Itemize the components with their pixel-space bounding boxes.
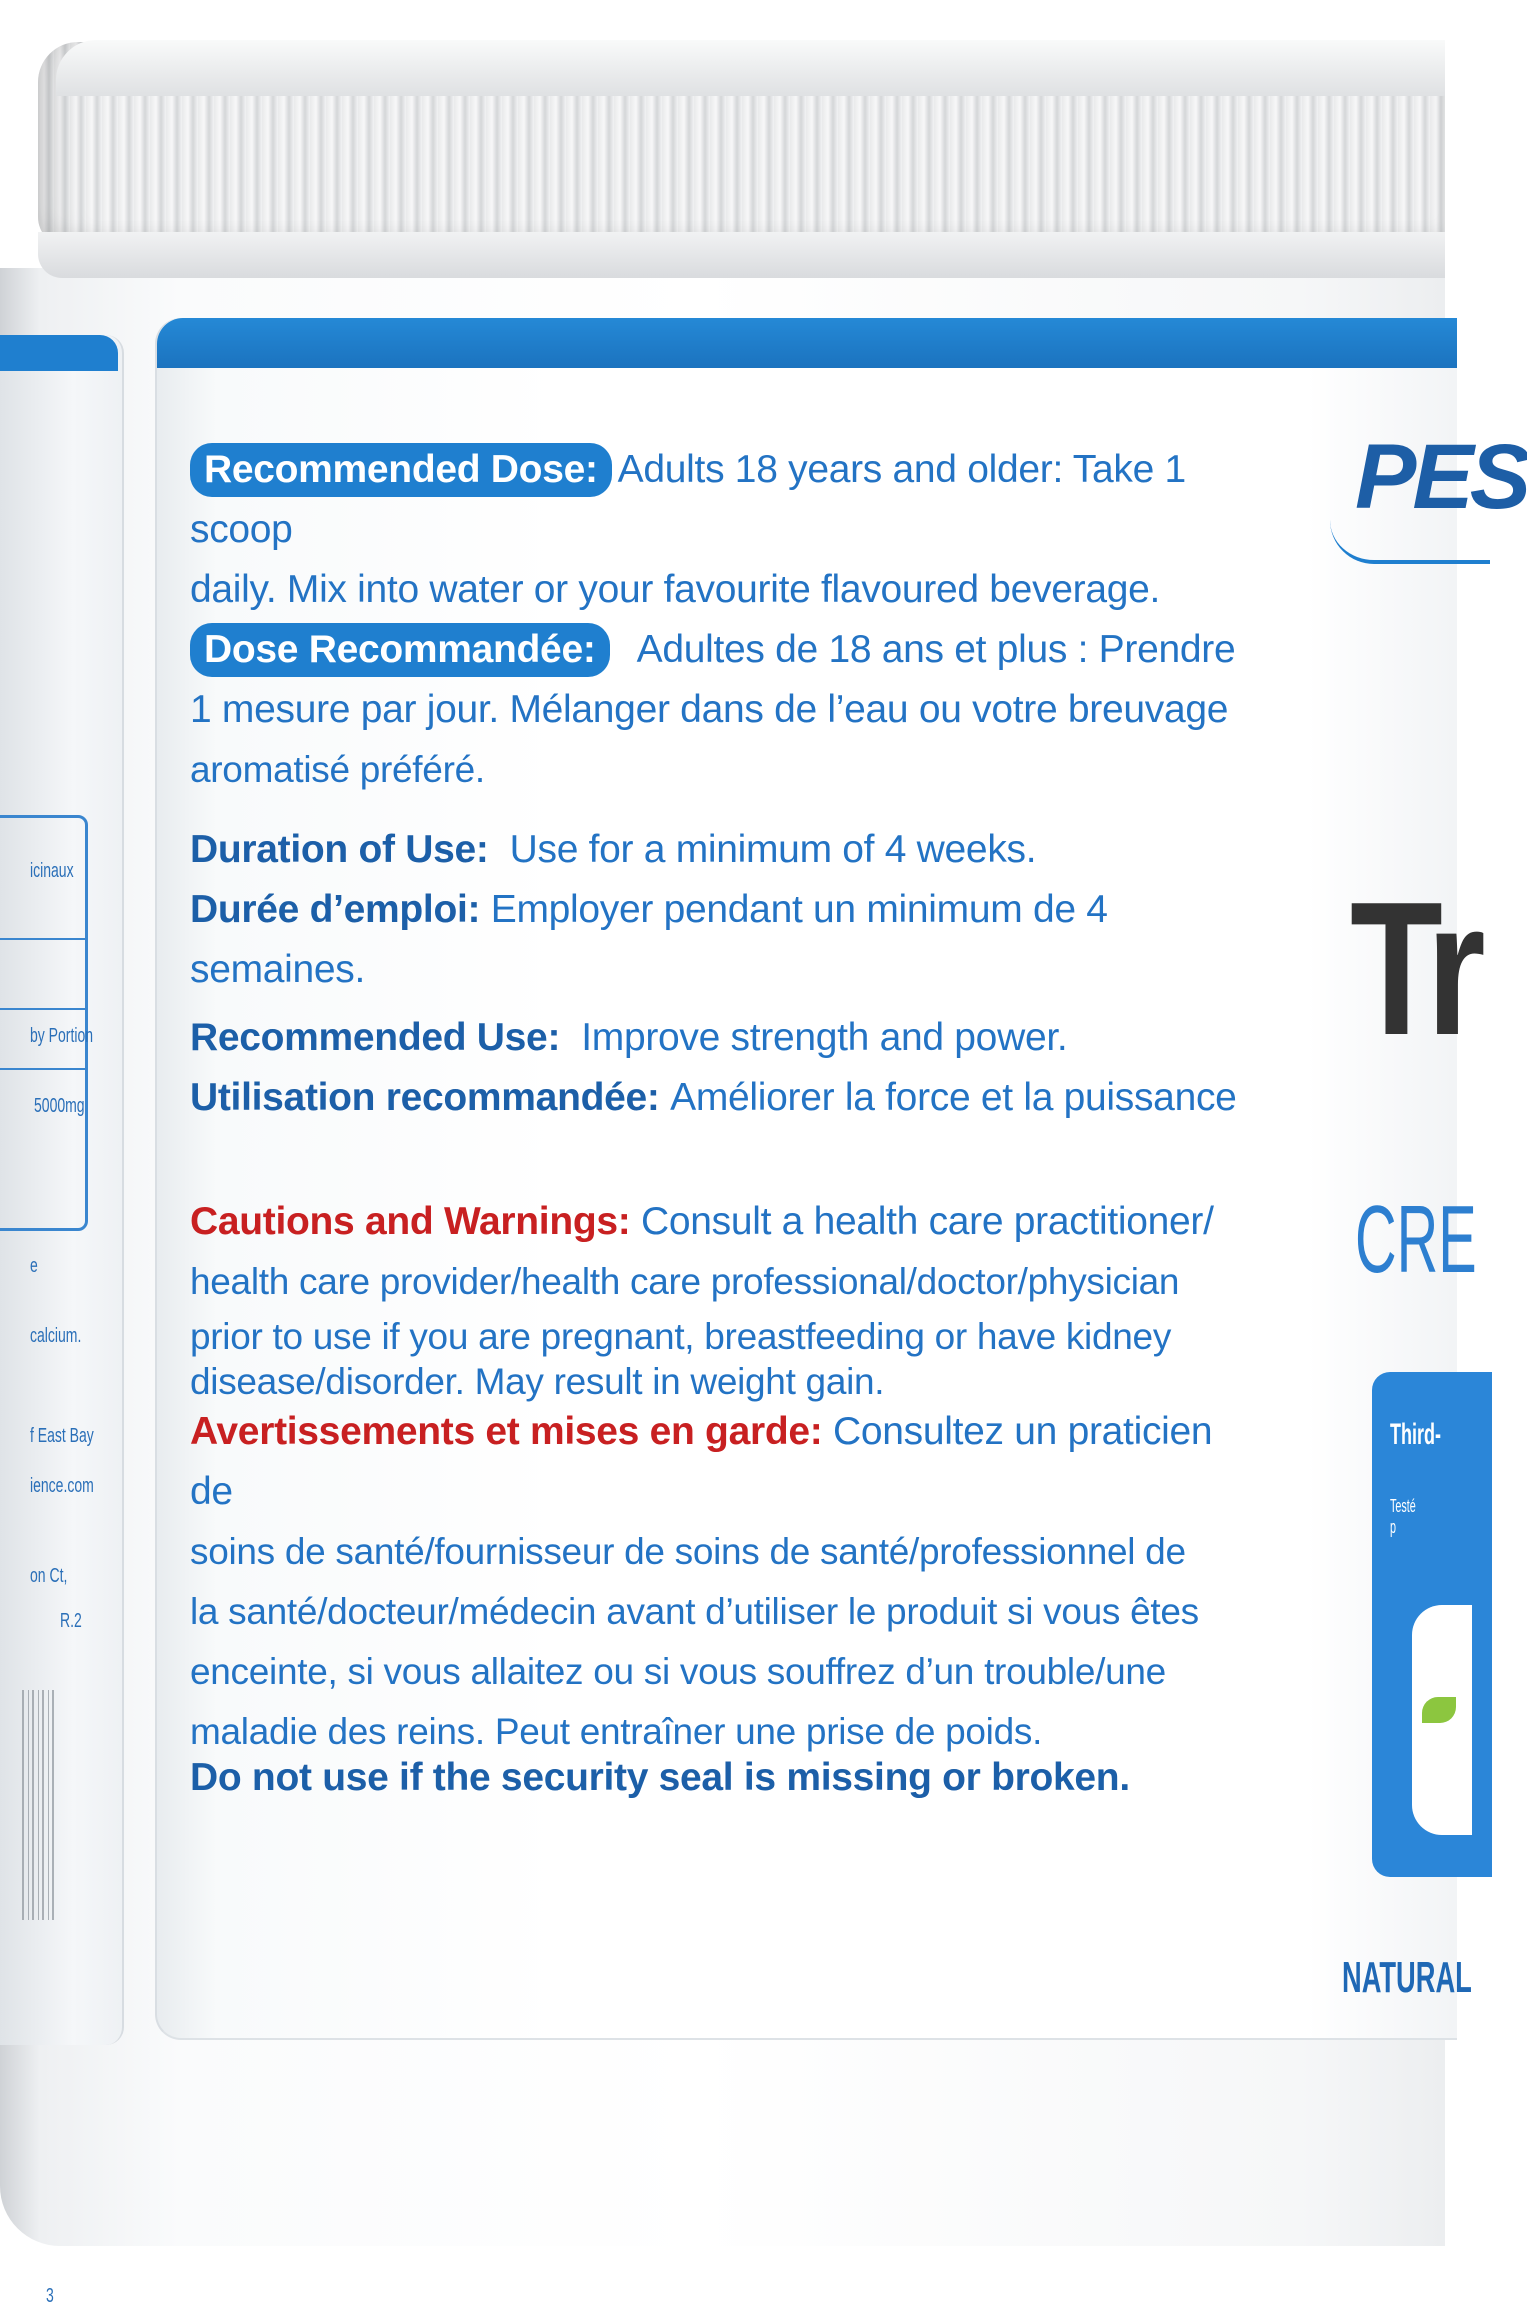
left-fragment: 5000mg xyxy=(34,1095,85,1117)
dose-fr-line: 1 mesure par jour. Mélanger dans de l’eau ou votre breuvage xyxy=(190,688,1229,731)
product-name-fragment: Tr xyxy=(1350,863,1478,1075)
cautions-fr-line: la santé/docteur/médecin avant d’utiliser le produit si vous êtes xyxy=(190,1591,1199,1632)
seal-notice-section xyxy=(190,1748,1250,1808)
left-label-stripe xyxy=(0,335,118,371)
duration-fr-label: Durée d’emploi: xyxy=(190,888,481,931)
duration-en-label: Duration of Use: xyxy=(190,828,489,871)
dose-fr-label: Dose Recommandée: xyxy=(190,623,610,677)
jar-lid-band xyxy=(38,232,1445,278)
cautions-en-line: Consult a health care practitioner/ xyxy=(641,1200,1214,1243)
left-fragment: e xyxy=(30,1255,38,1277)
dose-en-line: daily. Mix into water or your favourite flavoured beverage. xyxy=(190,568,1161,611)
left-fragment: by Portion xyxy=(30,1025,94,1047)
left-fragment: 3 xyxy=(46,2285,54,2307)
jar-lid-top xyxy=(56,40,1445,96)
left-fragment: ience.com xyxy=(30,1475,94,1497)
use-fr-label: Utilisation recommandée: xyxy=(190,1076,660,1119)
duration-section xyxy=(190,820,1250,1000)
use-fr-text: Améliorer la force et la puissance xyxy=(670,1076,1237,1119)
use-en-label: Recommended Use: xyxy=(190,1016,561,1059)
cautions-en-line: health care provider/health care professional/doctor/physician xyxy=(190,1261,1180,1302)
dose-en-line: Adults 18 years and older: Take 1 scoop xyxy=(190,448,1186,551)
cautions-section xyxy=(190,1192,1250,1762)
cautions-fr-label: Avertissements et mises en garde: xyxy=(190,1410,823,1453)
cautions-fr-line: maladie des reins. Peut entraîner une prise de poids. xyxy=(190,1711,1043,1752)
badge-text: Third- xyxy=(1390,1418,1441,1451)
brand-swoosh xyxy=(1330,520,1490,564)
left-fragment: calcium. xyxy=(30,1325,82,1347)
barcode xyxy=(22,1690,54,1920)
cautions-fr-line: Consultez un praticien de xyxy=(190,1410,1213,1513)
duration-en-text: Use for a minimum of 4 weeks. xyxy=(509,828,1037,871)
dose-fr-line: aromatisé préféré. xyxy=(190,749,485,790)
left-fragment: f East Bay xyxy=(30,1425,94,1447)
cautions-en-line: prior to use if you are pregnant, breastfeeding or have kidney xyxy=(190,1316,1172,1357)
product-subtitle-fragment: CRE xyxy=(1355,1186,1477,1293)
left-side-label xyxy=(0,335,124,2307)
duration-fr-text: Employer pendant un minimum de 4 semaines. xyxy=(190,888,1108,991)
left-fragment: on Ct, xyxy=(30,1565,68,1587)
left-fragment: R.2 xyxy=(60,1610,82,1632)
brand-logo: PES xyxy=(1355,426,1527,528)
leaf-icon xyxy=(1412,1605,1472,1835)
left-fragment: icinaux xyxy=(30,860,74,882)
cautions-en-line: disease/disorder. May result in weight gain. xyxy=(190,1361,885,1402)
recommended-dose-section xyxy=(190,440,1250,800)
label-top-bar xyxy=(157,318,1457,368)
cautions-fr-line: enceinte, si vous allaitez ou si vous souffrez d’un trouble/une xyxy=(190,1651,1166,1692)
recommended-use-section xyxy=(190,1008,1250,1128)
dose-fr-line: Adultes de 18 ans et plus : Prendre xyxy=(636,628,1236,671)
seal-notice: Do not use if the security seal is missing or broken. xyxy=(190,1756,1130,1799)
natural-footer-fragment: NATURAL xyxy=(1342,1953,1472,2002)
badge-text: Testé p xyxy=(1390,1496,1416,1537)
cautions-fr-line: soins de santé/fournisseur de soins de santé/professionnel de xyxy=(190,1531,1186,1572)
dose-en-label: Recommended Dose: xyxy=(190,443,612,497)
use-en-text: Improve strength and power. xyxy=(581,1016,1068,1059)
cautions-en-label: Cautions and Warnings: xyxy=(190,1200,631,1243)
